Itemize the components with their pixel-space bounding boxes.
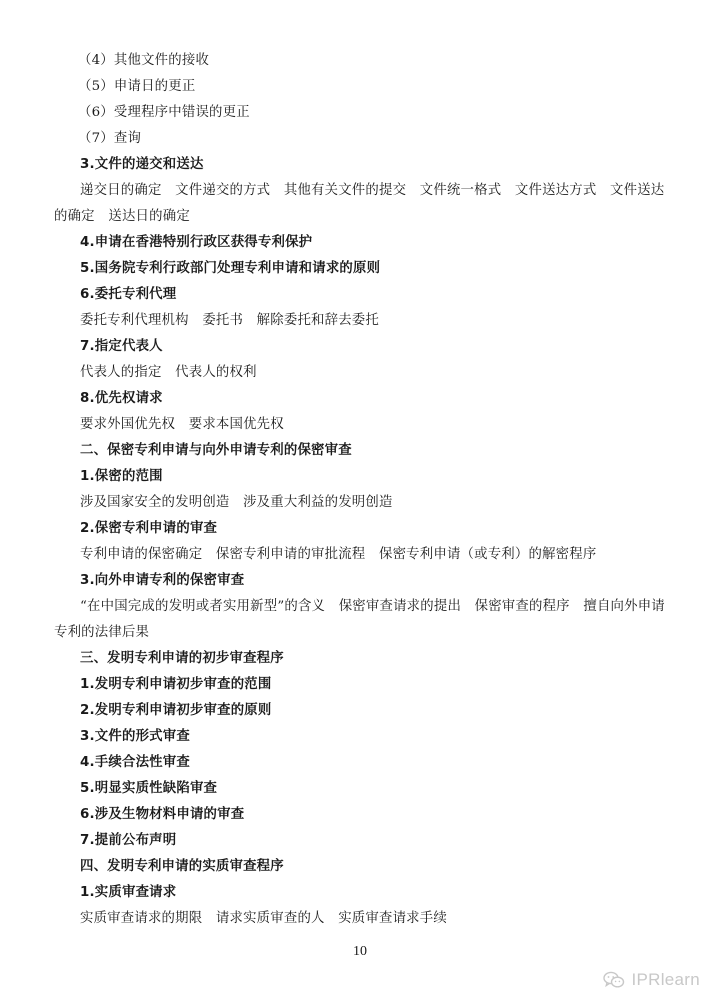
list-item: （5）申请日的更正 [78,79,196,94]
chapter-heading: 三、发明专利申请的初步审查程序 [80,651,284,666]
section-heading: 3.文件的形式审查 [80,729,190,744]
section-heading: 4.手续合法性审查 [80,755,190,770]
section-heading: 4.申请在香港特别行政区获得专利保护 [80,235,313,250]
chapter-heading: 四、发明专利申请的实质审查程序 [80,859,284,874]
section-heading: 6.委托专利代理 [80,287,177,302]
section-heading: 1.发明专利申请初步审查的范围 [80,677,272,692]
watermark [603,970,700,990]
section-heading: 1.实质审查请求 [80,885,177,900]
list-item: （4）其他文件的接收 [78,53,210,68]
section-heading: 1.保密的范围 [80,469,163,484]
paragraph: 专利的法律后果 [54,625,150,640]
chapter-heading: 二、保密专利申请与向外申请专利的保密审查 [80,443,352,458]
paragraph: 委托专利代理机构 委托书 解除委托和辞去委托 [80,313,379,328]
section-heading: 2.保密专利申请的审查 [80,521,218,536]
section-heading: 5.明显实质性缺陷审查 [80,781,218,796]
paragraph: 递交日的确定 文件递交的方式 其他有关文件的提交 文件统一格式 文件送达方式 文件送达 [80,183,665,198]
section-heading: 3.向外申请专利的保密审查 [80,573,245,588]
list-item: （6）受理程序中错误的更正 [78,105,250,120]
section-heading: 2.发明专利申请初步审查的原则 [80,703,272,718]
section-heading: 5.国务院专利行政部门处理专利申请和请求的原则 [80,261,381,276]
paragraph: “在中国完成的发明或者实用新型”的含义 保密审查请求的提出 保密审查的程序 擅自向外申请 [80,599,665,614]
paragraph: 实质审查请求的期限 请求实质审查的人 实质审查请求手续 [80,911,447,926]
section-heading: 7.指定代表人 [80,339,163,354]
section-heading: 3.文件的递交和送达 [80,157,204,172]
wechat-icon [603,971,625,989]
paragraph: 要求外国优先权 要求本国优先权 [80,417,284,432]
paragraph: 代表人的指定 代表人的权利 [80,365,257,380]
paragraph: 的确定 送达日的确定 [54,209,190,224]
list-item: （7）查询 [78,131,142,146]
section-heading: 8.优先权请求 [80,391,163,406]
page-number: 10 [353,944,367,959]
watermark-text: IPRlearn [631,970,700,989]
section-heading: 7.提前公布声明 [80,833,177,848]
section-heading: 6.涉及生物材料申请的审查 [80,807,245,822]
paragraph: 专利申请的保密确定 保密专利申请的审批流程 保密专利申请（或专利）的解密程序 [80,547,597,562]
paragraph: 涉及国家安全的发明创造 涉及重大利益的发明创造 [80,495,393,510]
